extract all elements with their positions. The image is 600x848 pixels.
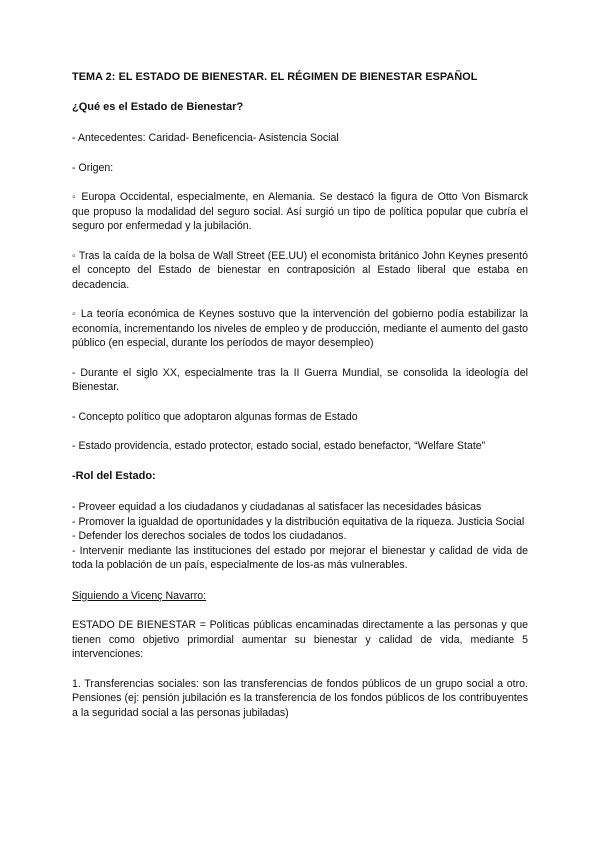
paragraph-keynes: ◦ La teoría económica de Keynes sostuvo que la intervención del gobierno podía estabilizar la economía, incrementando los niveles de empleo y de producción, mediante el aumento del gasto público (en especial, durante los períodos de mayor desempleo) — [72, 308, 528, 349]
document-title: TEMA 2: EL ESTADO DE BIENESTAR. EL RÉGIMEN DE BIENESTAR ESPAÑOL — [72, 71, 478, 83]
list-item: - Defender los derechos sociales de todos los ciudadanos. — [72, 530, 347, 542]
document-page — [72, 70, 528, 735]
section-heading-navarro: Siguiendo a Vicenç Navarro: — [72, 589, 207, 602]
paragraph-wall-street: ◦ Tras la caída de la bolsa de Wall Street (EE.UU) el economista británico John Keynes presentó el concepto del Estado de bienestar en contraposición al Estado liberal que estaba en decadencia. — [72, 249, 528, 291]
list-item: - Proveer equidad a los ciudadanos y ciudadanas al satisfacer las necesidades básicas — [72, 501, 482, 513]
list-item: - Promover la igualdad de oportunidades y la distribución equitativa de la riqueza. Justicia Social — [72, 515, 525, 528]
paragraph-definicion: ESTADO DE BIENESTAR = Políticas públicas encaminadas directamente a las personas y que tienen como objetivo primordial aumentar su bienestar y calidad de vida, mediante 5 intervenciones: — [72, 619, 528, 660]
paragraph-origen: - Origen: — [72, 161, 114, 174]
list-item: - Intervenir mediante las instituciones del estado por mejorar el bienestar y calidad de vida de toda la población de un país, especialmente de los-as más vulnerables. — [72, 544, 528, 571]
paragraph-transferencias: 1. Transferencias sociales: son las transferencias de fondos públicos de un grupo social a otro. Pensiones (ej: pensión jubilación es la transferencia de los fondos públicos de los contribuyentes a la seguridad social a las personas jubiladas) — [72, 677, 528, 719]
rol-list — [72, 500, 528, 573]
paragraph-europa: ◦ Europa Occidental, especialmente, en Alemania. Se destacó la figura de Otto Von Bismarck que propuso la modalidad del seguro social. Así surgió un tipo de política popular que cubría el seguro por enfermedad y la jubilación. — [72, 191, 528, 232]
paragraph-antecedentes: - Antecedentes: Caridad- Beneficencia- Asistencia Social — [72, 132, 339, 144]
paragraph-concepto: - Concepto político que adoptaron algunas formas de Estado — [72, 410, 358, 423]
paragraph-providencia: - Estado providencia, estado protector, estado social, estado benefactor, “Welfare State” — [72, 440, 486, 452]
section-heading-rol: -Rol del Estado: — [72, 469, 156, 482]
section-heading-que-es: ¿Qué es el Estado de Bienestar? — [72, 100, 244, 113]
paragraph-siglo-xx: - Durante el siglo XX, especialmente tras la II Guerra Mundial, se consolida la ideología del Bienestar. — [72, 366, 528, 393]
